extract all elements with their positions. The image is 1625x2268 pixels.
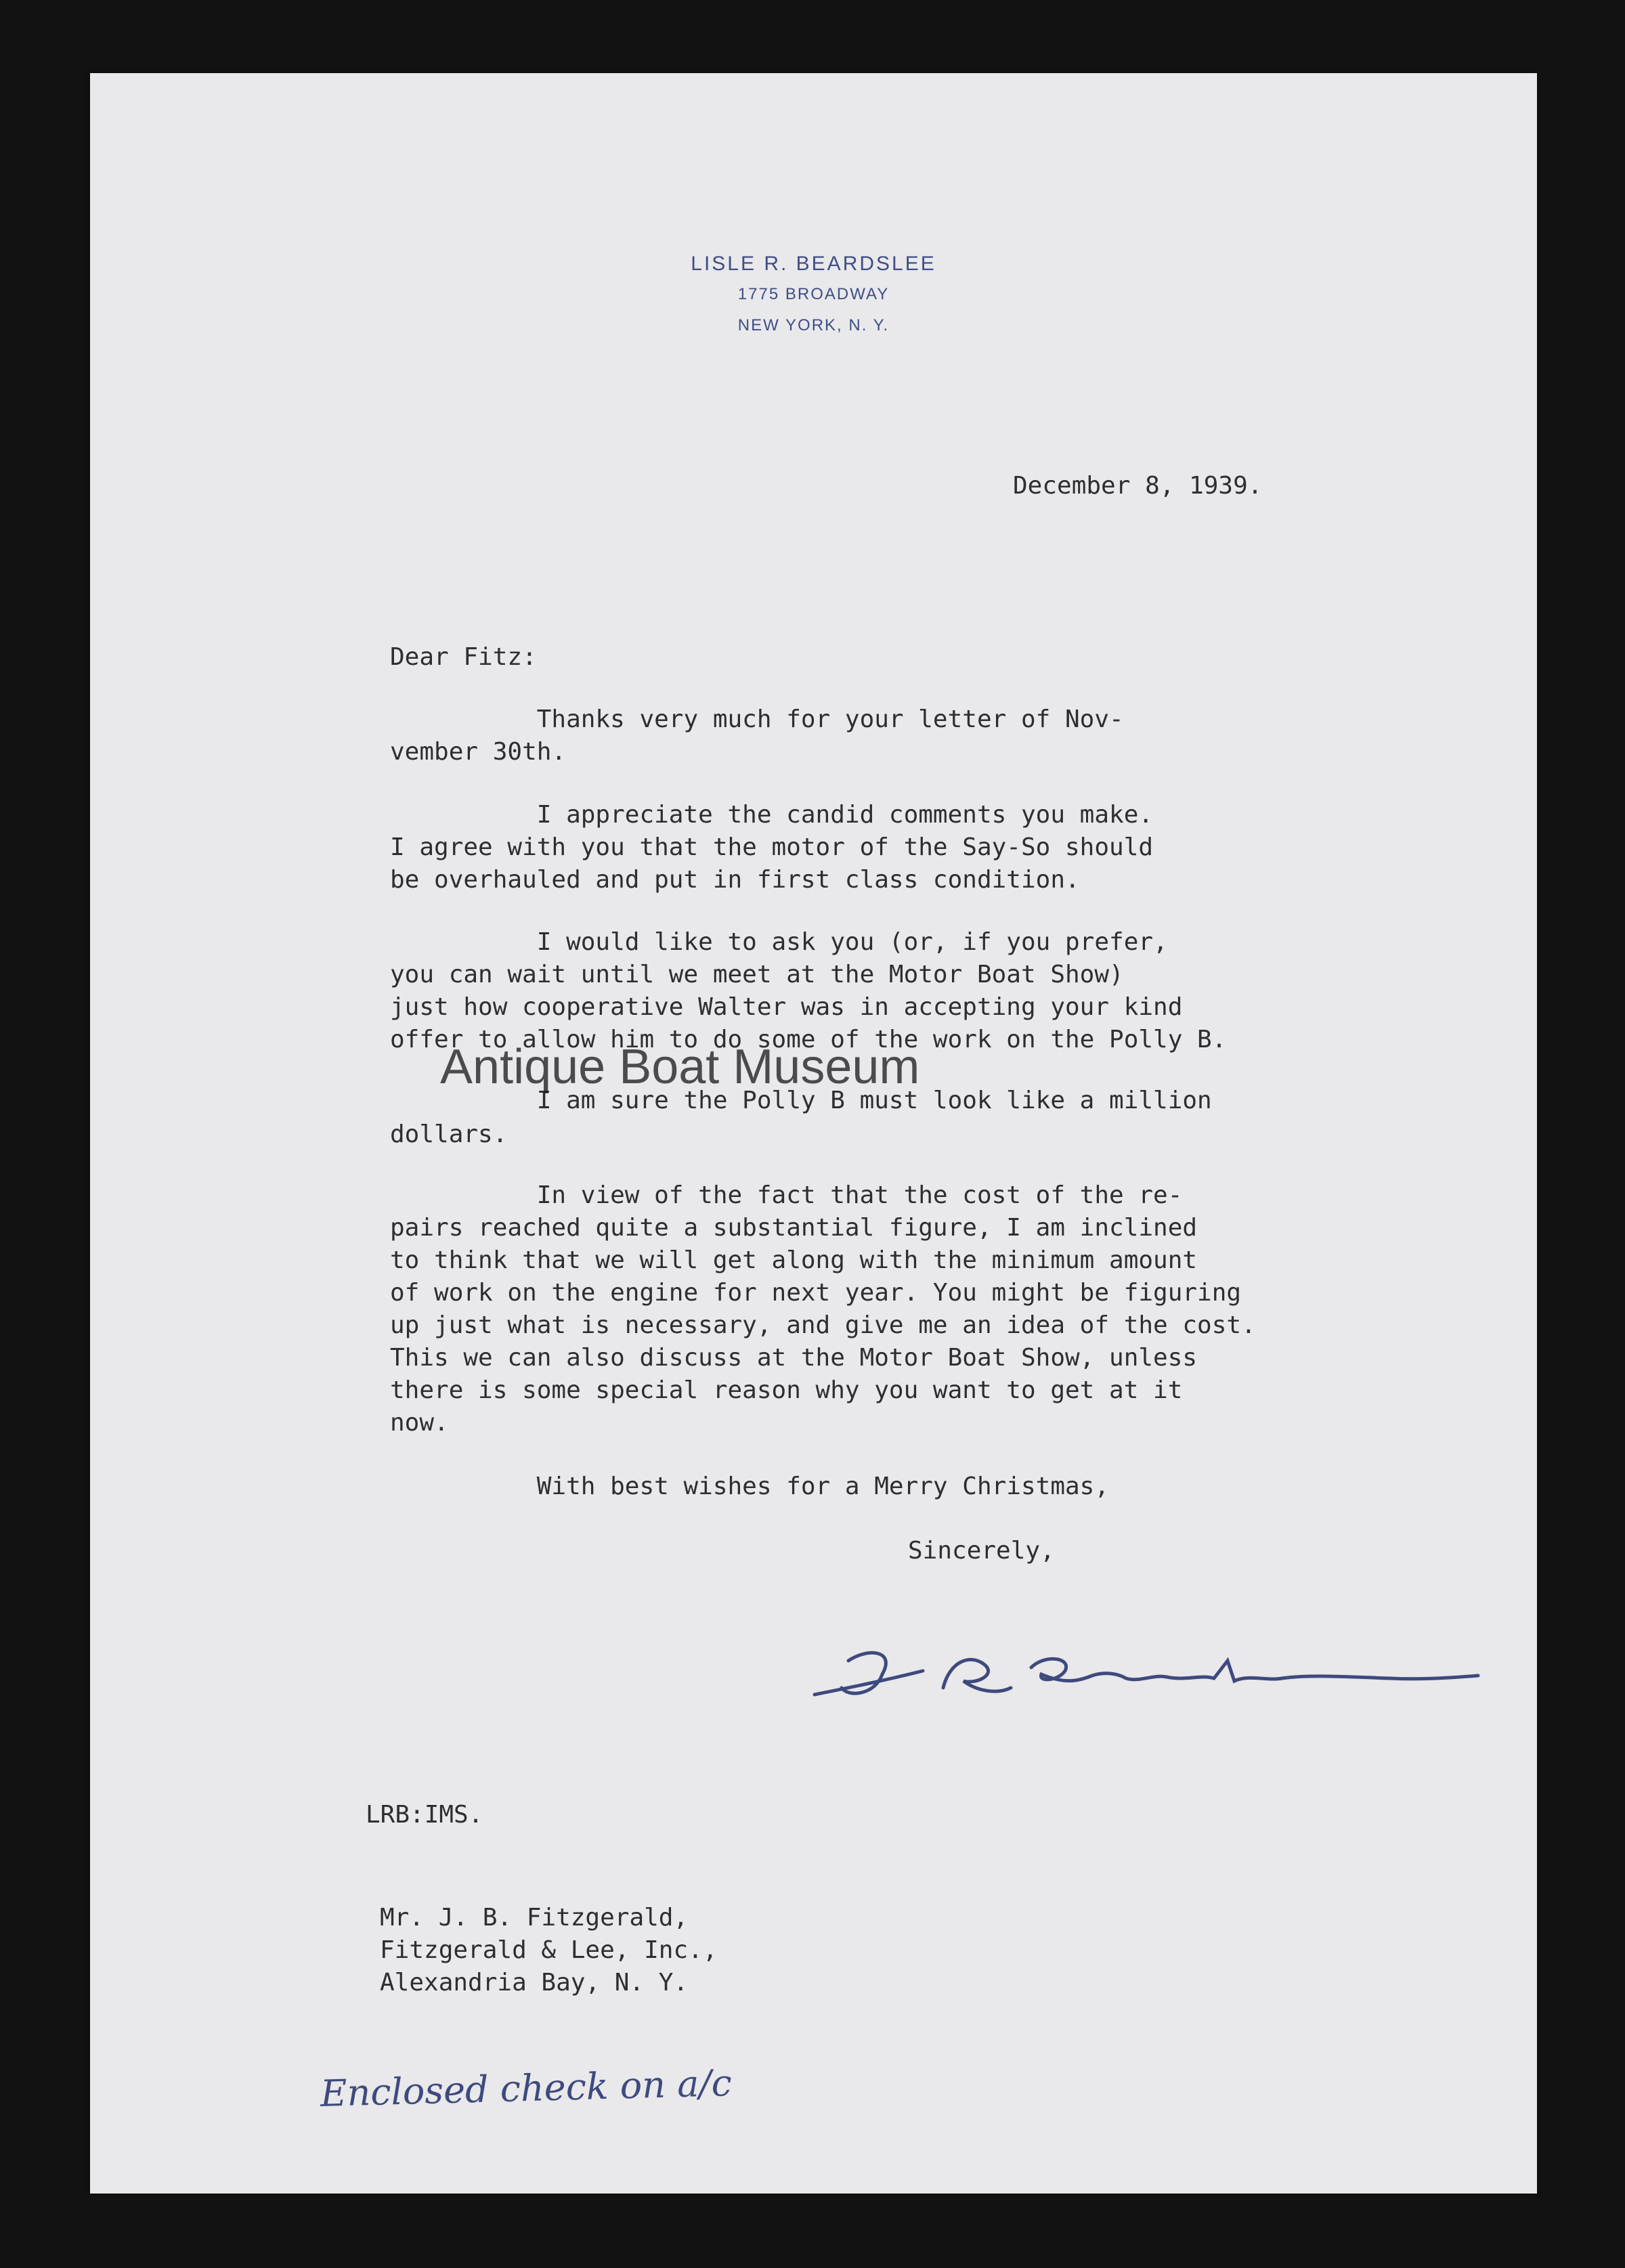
typist-initials: LRB:IMS. — [366, 1801, 483, 1829]
salutation: Dear Fitz: — [390, 643, 537, 671]
handwritten-note: Enclosed check on a/c — [320, 2062, 733, 2115]
letterhead-city: NEW YORK, N. Y. — [737, 316, 890, 334]
closing: Sincerely, — [908, 1537, 1055, 1565]
body-line: to think that we will get along with the minimum amount — [390, 1246, 1198, 1274]
body-line: up just what is necessary, and give me an idea of the cost. — [390, 1311, 1256, 1339]
body-line: dollars. — [390, 1120, 508, 1148]
body-line: there is some special reason why you want to get at it — [390, 1376, 1183, 1404]
body-line: In view of the fact that the cost of the re- — [390, 1181, 1183, 1209]
body-line: I am sure the Polly B must look like a million — [390, 1087, 1212, 1114]
body-line: be overhauled and put in first class condition. — [390, 866, 1080, 894]
body-line: I appreciate the candid comments you make. — [390, 801, 1154, 829]
recipient-line: Mr. J. B. Fitzgerald, — [380, 1904, 689, 1932]
body-line: you can wait until we meet at the Motor Boat Show) — [390, 961, 1124, 988]
body-line: With best wishes for a Merry Christmas, — [390, 1473, 1110, 1500]
body-line: I would like to ask you (or, if you prefer, — [390, 928, 1168, 956]
body-line: Thanks very much for your letter of Nov- — [390, 705, 1124, 733]
recipient-line: Alexandria Bay, N. Y. — [380, 1969, 689, 1997]
letter-date: December 8, 1939. — [1013, 472, 1263, 500]
letter-page — [90, 73, 1537, 2194]
body-line: vember 30th. — [390, 738, 567, 766]
body-line: This we can also discuss at the Motor Boat Show, unless — [390, 1344, 1198, 1372]
signature-image — [808, 1634, 1485, 1708]
body-line: pairs reached quite a substantial figure, I am inclined — [390, 1214, 1198, 1242]
body-line: now. — [390, 1409, 449, 1437]
body-line: just how cooperative Walter was in accepting your kind — [390, 993, 1183, 1021]
recipient-line: Fitzgerald & Lee, Inc., — [380, 1936, 718, 1964]
body-line: of work on the engine for next year. You might be figuring — [390, 1279, 1242, 1307]
museum-watermark: Antique Boat Museum — [440, 1040, 920, 1094]
letterhead-address: 1775 BROADWAY — [737, 285, 890, 303]
body-line: I agree with you that the motor of the Say-So should — [390, 833, 1154, 861]
letterhead-name: LISLE R. BEARDSLEE — [691, 253, 936, 275]
body-line: offer to allow him to do some of the work on the Polly B. — [390, 1026, 1227, 1053]
